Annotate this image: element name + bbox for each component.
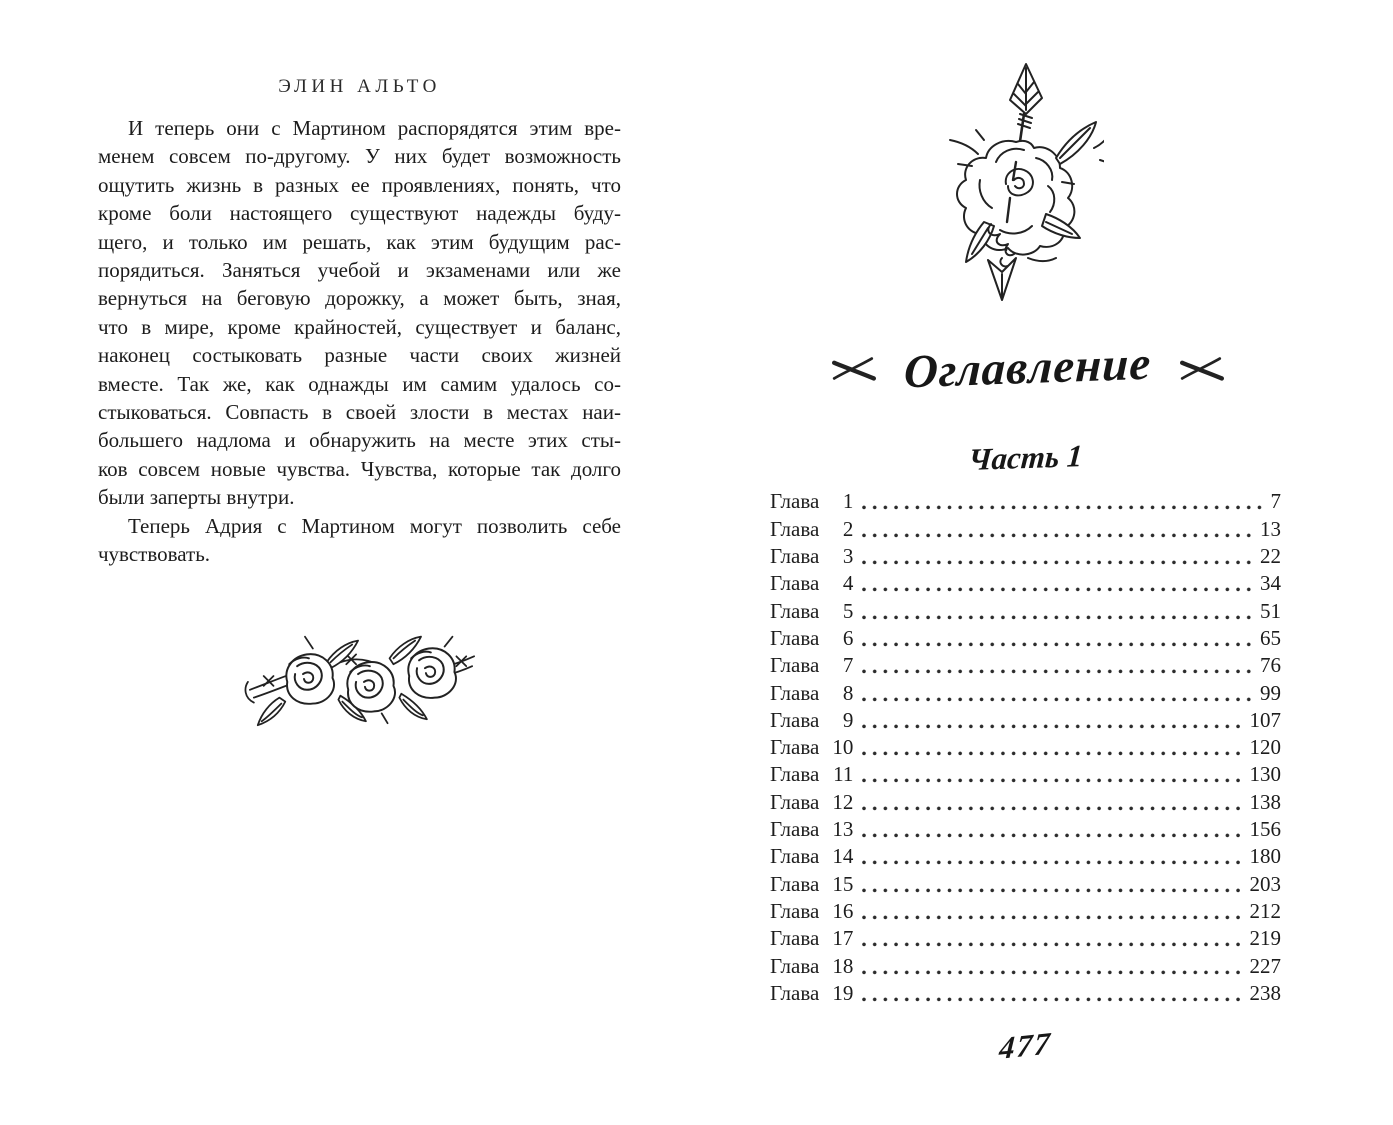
toc-entry [770, 898, 1281, 925]
part-title: Часть 1 [967, 437, 1084, 478]
text-line: наконец состыковать разные части своих жизней [98, 343, 621, 368]
toc-entry [770, 843, 1281, 870]
toc-chapter-number: 14 [832, 844, 854, 869]
dot-leader [862, 833, 1244, 838]
toc-chapter-label: Глава [770, 680, 820, 705]
toc-page-number: 219 [1249, 926, 1281, 951]
crossed-strokes-icon [1178, 352, 1226, 384]
toc-chapter-label: Глава [770, 817, 820, 842]
toc-entry [770, 570, 1281, 597]
toc-chapter-number: 4 [842, 571, 854, 596]
toc-entry [770, 734, 1281, 761]
toc-chapter-number: 13 [832, 817, 854, 842]
toc-chapter-label: Глава [770, 598, 820, 623]
toc-page-number: 22 [1260, 543, 1281, 568]
toc-page-number: 138 [1249, 789, 1281, 814]
toc-chapter-number: 19 [832, 980, 854, 1005]
toc-entry [770, 543, 1281, 570]
toc-chapter-number: 2 [842, 516, 854, 541]
dot-leader [862, 669, 1255, 674]
dot-leader [862, 997, 1244, 1002]
toc-page-number: 76 [1260, 653, 1281, 678]
toc-chapter-number: 5 [842, 598, 854, 623]
dot-leader [862, 697, 1255, 702]
toc-chapter-label: Глава [770, 899, 820, 923]
toc-entry [770, 515, 1281, 542]
toc-chapter-label: Глава [770, 653, 820, 678]
toc-chapter-label: Глава [770, 980, 820, 1005]
flower-arrow-icon [944, 62, 1104, 302]
toc-entry [770, 816, 1281, 843]
dot-leader [862, 942, 1244, 947]
toc-page-number: 203 [1249, 871, 1281, 896]
toc-chapter-number: 7 [842, 653, 854, 678]
text-line: чувствовать. [98, 542, 211, 567]
toc-chapter-label: Глава [770, 735, 820, 760]
toc-entry [770, 679, 1281, 706]
text-line: что в мире, кроме крайностей, существует и баланс, [98, 314, 621, 339]
text-line: большего надлома и обнаружить на месте этих сты- [98, 428, 621, 453]
toc-chapter-number: 8 [842, 680, 854, 705]
toc-page-number: 238 [1249, 980, 1281, 1005]
toc-page-number: 13 [1260, 516, 1281, 541]
toc-page-number: 130 [1249, 762, 1281, 787]
toc-chapter-number: 9 [842, 707, 854, 732]
toc-page-number: 51 [1260, 598, 1281, 623]
toc-chapter-number: 6 [842, 625, 854, 650]
toc-chapter-number: 3 [842, 543, 854, 568]
text-line: ков совсем новые чувства. Чувства, которые так долго [98, 456, 621, 481]
dot-leader [862, 751, 1244, 756]
toc-page-number: 180 [1249, 844, 1281, 869]
toc-entry [770, 597, 1281, 624]
toc-entry [770, 707, 1281, 734]
toc-chapter-label: Глава [770, 489, 820, 514]
toc-chapter-number: 10 [832, 735, 854, 760]
toc-chapter-label: Глава [770, 516, 820, 541]
toc-chapter-number: 18 [832, 953, 854, 978]
toc-chapter-number: 1 [842, 489, 854, 514]
crossed-strokes-icon [830, 352, 878, 384]
toc-entry [770, 761, 1281, 788]
toc-chapter-number: 17 [832, 926, 854, 951]
text-line: менем совсем по-другому. У них будет возможность [98, 144, 621, 169]
toc-page-number: 227 [1249, 953, 1281, 978]
toc-chapter-label: Глава [770, 926, 820, 951]
dot-leader [862, 505, 1265, 510]
toc-entry [770, 952, 1281, 979]
toc-entry [770, 625, 1281, 652]
text-line: вместе. Так же, как однажды им самим удалось со- [98, 371, 621, 396]
toc-page-number: 156 [1249, 817, 1281, 842]
page-number: 477 [998, 1025, 1053, 1066]
dot-leader [862, 560, 1255, 565]
toc-chapter-label: Глава [770, 762, 820, 787]
toc-chapter-label: Глава [770, 953, 820, 978]
toc-entry [770, 980, 1281, 1007]
running-header: ЭЛИН АЛЬТО [278, 76, 441, 97]
text-line: Теперь Адрия с Мартином могут позволить себе [128, 513, 621, 538]
toc-page-number: 99 [1260, 680, 1281, 705]
toc-chapter-number: 16 [832, 899, 854, 923]
dot-leader [862, 587, 1255, 592]
text-line: щего, и только им решать, как этим будущим рас- [98, 229, 621, 254]
toc-chapter-number: 15 [832, 871, 854, 896]
text-line: были заперты внутри. [98, 485, 295, 510]
toc-chapter-label: Глава [770, 625, 820, 650]
dot-leader [862, 888, 1244, 893]
toc-chapter-label: Глава [770, 571, 820, 596]
toc-chapter-number: 11 [833, 762, 854, 787]
toc-chapter-label: Глава [770, 844, 820, 869]
text-line: вернуться на беговую дорожку, а может быть, зная, [98, 286, 621, 311]
toc-chapter-label: Глава [770, 707, 820, 732]
toc-chapter-number: 12 [832, 789, 854, 814]
text-line: ощутить жизнь в разных ее проявлениях, понять, что [98, 172, 621, 197]
dot-leader [862, 915, 1244, 920]
dot-leader [862, 724, 1244, 729]
toc-page-number: 7 [1270, 489, 1281, 514]
toc-entry [770, 652, 1281, 679]
toc-page-number: 212 [1249, 899, 1281, 923]
toc-page-number: 65 [1260, 625, 1281, 650]
dot-leader [862, 806, 1244, 811]
toc-entry [770, 488, 1281, 515]
dot-leader [862, 778, 1244, 783]
toc-entry [770, 870, 1281, 897]
toc-page-number: 107 [1249, 707, 1281, 732]
toc-entry [770, 788, 1281, 815]
body-text [98, 114, 621, 569]
toc-list [770, 488, 1281, 1007]
toc-title-row [750, 330, 1306, 406]
text-line: И теперь они с Мартином распорядятся этим вре- [128, 116, 621, 140]
roses-divider-icon [244, 618, 480, 736]
text-line: стыковаться. Совпасть в своей злости в местах наи- [98, 400, 621, 425]
dot-leader [862, 642, 1255, 647]
toc-chapter-label: Глава [770, 543, 820, 568]
text-line: порядиться. Заняться учебой и экзаменами или же [98, 258, 621, 283]
toc-page-number: 34 [1260, 571, 1281, 596]
dot-leader [862, 533, 1255, 538]
toc-title: Оглавление [903, 337, 1153, 399]
toc-chapter-label: Глава [770, 789, 820, 814]
dot-leader [862, 615, 1255, 620]
toc-page-number: 120 [1249, 735, 1281, 760]
dot-leader [862, 970, 1244, 975]
text-line: кроме боли настоящего существуют надежды буду- [98, 201, 621, 226]
dot-leader [862, 860, 1244, 865]
toc-chapter-label: Глава [770, 871, 820, 896]
toc-entry [770, 925, 1281, 952]
